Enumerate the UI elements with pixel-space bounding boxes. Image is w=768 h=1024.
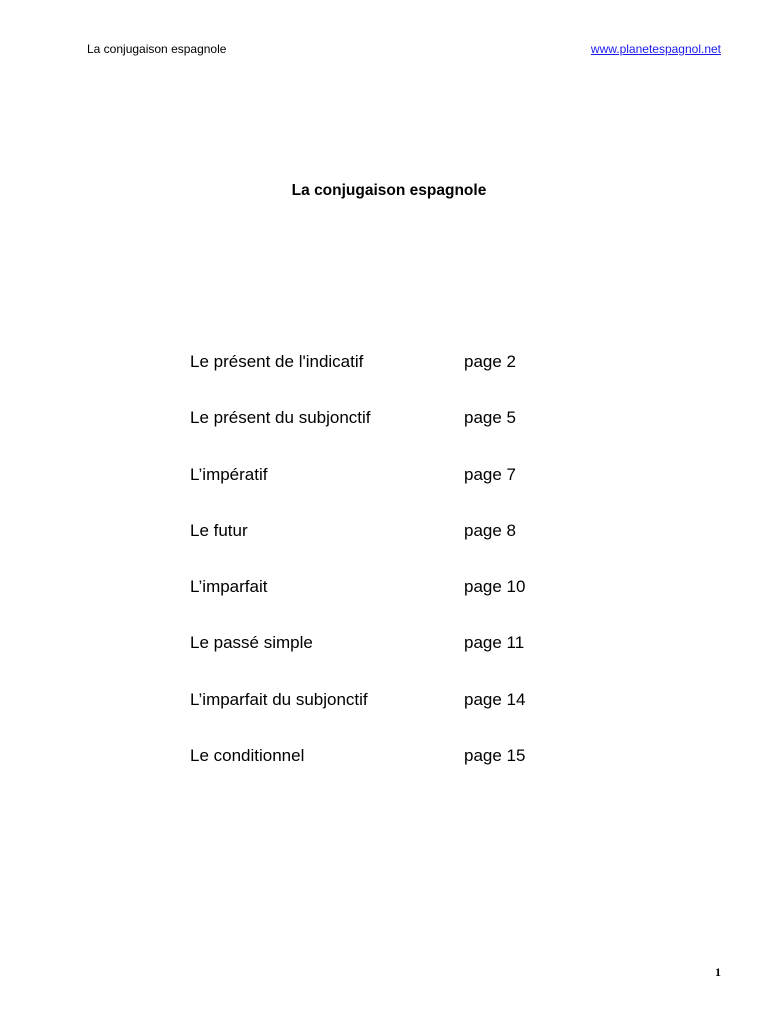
toc-entry-label: Le présent de l'indicatif xyxy=(190,352,364,371)
page-number: 1 xyxy=(715,965,721,979)
toc-entry-page: page 2 xyxy=(464,352,516,371)
toc-entry-page: page 10 xyxy=(464,577,526,597)
website-link[interactable]: www.planetespagnol.net xyxy=(590,42,721,56)
toc-entry xyxy=(190,520,590,576)
toc-entry-label: L’imparfait du subjonctif xyxy=(190,689,368,709)
toc-entry-page: page 7 xyxy=(464,464,516,484)
toc-entry-page: page 15 xyxy=(464,746,526,766)
toc-entry-label: L’imparfait xyxy=(190,577,268,597)
toc-entry xyxy=(190,632,590,688)
toc-entry-label: L’impératif xyxy=(190,464,268,484)
toc-entry-page: page 8 xyxy=(464,520,516,540)
toc-entry-page: page 14 xyxy=(464,689,526,709)
toc-entry xyxy=(190,745,590,801)
toc-entry xyxy=(190,576,590,632)
toc-entry xyxy=(190,689,590,745)
toc-entry-label: Le conditionnel xyxy=(190,746,305,766)
toc-entry-label: Le passé simple xyxy=(190,633,313,653)
toc-entry xyxy=(190,407,590,463)
toc-entry-page: page 5 xyxy=(464,408,516,428)
toc-entry xyxy=(190,351,590,407)
toc-entry-page: page 11 xyxy=(464,633,525,653)
toc-entry xyxy=(190,464,590,520)
toc-entry-label: Le présent du subjonctif xyxy=(190,408,371,428)
running-header-title: La conjugaison espagnole xyxy=(87,42,227,56)
document-title: La conjugaison espagnole xyxy=(291,182,487,199)
toc-entry-label: Le futur xyxy=(190,520,248,540)
table-of-contents xyxy=(190,351,590,801)
